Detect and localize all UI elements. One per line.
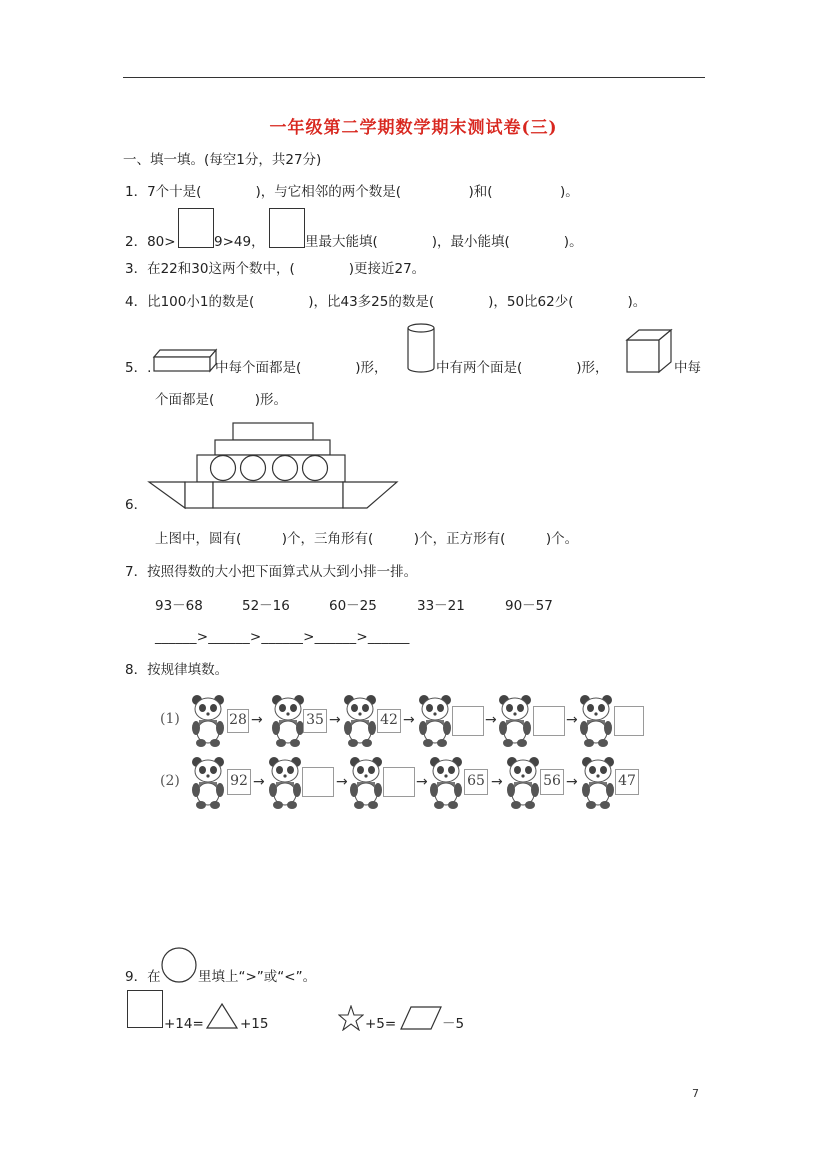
panda-icon	[270, 694, 306, 748]
triangle-icon	[205, 1002, 239, 1030]
question-8: 8．按规律填数。	[125, 662, 229, 678]
expression: 52－16	[242, 598, 290, 614]
arrow-right-icon: →	[485, 712, 497, 728]
page-number: 7	[692, 1087, 699, 1100]
arrow-right-icon: →	[251, 712, 263, 728]
question-2-mid: 9>49，	[214, 234, 265, 250]
number-box[interactable]: 56	[540, 769, 564, 795]
question-9-text: 里填上“>”或“<”。	[198, 969, 317, 985]
parallelogram-icon	[399, 1005, 443, 1031]
equation-part: +14=	[164, 1016, 204, 1032]
panda-icon	[497, 694, 533, 748]
expression: 60－25	[329, 598, 377, 614]
panda-icon	[190, 756, 226, 810]
expression: 90－57	[505, 598, 553, 614]
cylinder-icon	[405, 322, 437, 374]
number-box[interactable]	[614, 706, 644, 736]
cube-icon	[625, 328, 673, 374]
row-label: (2)	[160, 773, 180, 789]
question-7: 7．按照得数的大小把下面算式从大到小排一排。	[125, 564, 418, 580]
equation-part: +5=	[365, 1016, 397, 1032]
ordering-blanks[interactable]: ______>______>______>______>______	[155, 629, 410, 645]
panda-icon	[190, 694, 226, 748]
expression: 33－21	[417, 598, 465, 614]
boat-figure	[145, 420, 401, 512]
number-box[interactable]	[383, 767, 415, 797]
panda-icon	[428, 756, 464, 810]
square-icon	[127, 990, 163, 1028]
number-box[interactable]: 42	[377, 709, 401, 733]
star-icon	[338, 1005, 364, 1031]
number-box[interactable]: 47	[615, 769, 639, 795]
question-6-number: 6．	[125, 497, 148, 513]
number-box[interactable]: 28	[227, 709, 249, 733]
answer-box[interactable]	[269, 208, 305, 248]
arrow-right-icon: →	[253, 774, 265, 790]
row-label: (1)	[160, 711, 180, 727]
panda-icon	[578, 694, 614, 748]
arrow-right-icon: →	[566, 712, 578, 728]
question-9-start: 9．在	[125, 969, 161, 985]
question-2-start: 2．80>	[125, 234, 176, 250]
question-6-text: 上图中，圆有( )个，三角形有( )个，正方形有( )个。	[155, 531, 579, 547]
section-heading: 一、填一填。(每空1分，共27分)	[123, 152, 322, 168]
arrow-right-icon: →	[416, 774, 428, 790]
arrow-right-icon: →	[491, 774, 503, 790]
number-box[interactable]: 35	[303, 709, 327, 733]
arrow-right-icon: →	[566, 774, 578, 790]
panda-icon	[580, 756, 616, 810]
question-5-part4: 个面都是( )形。	[155, 392, 288, 408]
equation-part: －5	[442, 1016, 465, 1032]
question-5-part2: 中有两个面是( )形，	[436, 360, 609, 376]
arrow-right-icon: →	[336, 774, 348, 790]
arrow-right-icon: →	[403, 712, 415, 728]
question-2-end: 里最大能填( )，最小能填( )。	[305, 234, 583, 250]
question-5-number: 5．.	[125, 360, 152, 376]
number-box[interactable]: 92	[227, 769, 251, 795]
question-5-part1: 中每个面都是( )形，	[215, 360, 388, 376]
header-rule	[123, 77, 705, 78]
panda-icon	[348, 756, 384, 810]
page-title: 一年级第二学期数学期末测试卷(三)	[269, 118, 558, 138]
arrow-right-icon: →	[329, 712, 341, 728]
number-box[interactable]	[452, 706, 484, 736]
number-box[interactable]: 65	[464, 769, 488, 795]
number-box[interactable]	[302, 767, 334, 797]
panda-icon	[417, 694, 453, 748]
question-4: 4．比100小1的数是( )，比43多25的数是( )，50比62少( )。	[125, 294, 647, 310]
equation-part: +15	[240, 1016, 269, 1032]
question-5-part3: 中每	[674, 360, 701, 376]
panda-icon	[505, 756, 541, 810]
question-1: 1．7个十是( )，与它相邻的两个数是( )和( )。	[125, 184, 579, 200]
expression: 93－68	[155, 598, 203, 614]
panda-icon	[342, 694, 378, 748]
cuboid-icon	[152, 347, 218, 375]
panda-icon	[267, 756, 303, 810]
answer-box[interactable]	[178, 208, 214, 248]
circle-icon	[160, 945, 198, 985]
question-3: 3．在22和30这两个数中，( )更接近27。	[125, 261, 426, 277]
number-box[interactable]	[533, 706, 565, 736]
